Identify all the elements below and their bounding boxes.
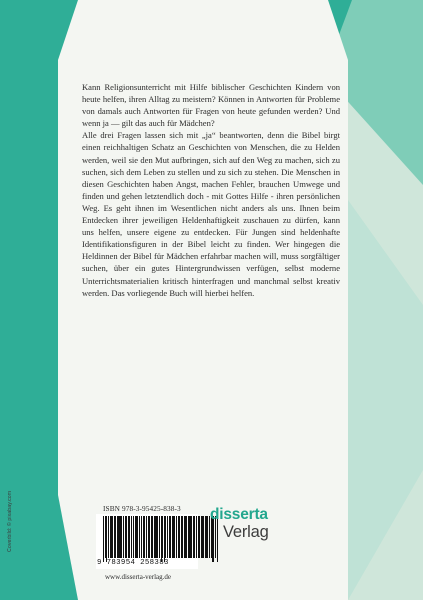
back-cover-blurb	[82, 81, 340, 299]
barcode-bar	[119, 516, 120, 558]
isbn-text: ISBN 978-3-95425-838-3	[103, 504, 181, 513]
barcode-bar	[108, 516, 109, 558]
barcode-bar	[172, 516, 174, 558]
barcode-bar	[139, 516, 141, 558]
barcode-bar	[125, 516, 128, 558]
barcode-bar	[189, 516, 192, 558]
cover-image-credit: Coverbild: © pixabay.com	[7, 490, 13, 552]
blurb-paragraph: Kann Religionsunterricht mit Hilfe biblischer Geschichten Kindern von heute helfen, ihren Alltag zu meistern? Können in Antworten für Probleme von damals auch Antworten für Fragen von heute gefunden werden? Und wenn ja — gilt das auch für Mädchen?	[82, 82, 340, 129]
barcode-bar	[206, 516, 208, 558]
publisher-logo	[210, 506, 330, 556]
isbn-barcode	[96, 514, 198, 569]
barcode-bar	[159, 516, 160, 558]
barcode-bar	[155, 516, 158, 558]
barcode-bar	[131, 516, 132, 558]
publisher-logo-name: disserta	[210, 506, 268, 523]
barcode-bars	[103, 516, 218, 558]
barcode-bar	[111, 516, 113, 558]
barcode-bar	[146, 516, 147, 558]
barcode-bar	[176, 516, 177, 558]
barcode-digits: 9 783954 258383	[97, 559, 169, 567]
publisher-website: www.disserta-verlag.de	[105, 573, 172, 581]
barcode-bar	[165, 516, 166, 558]
blurb-paragraph: Alle drei Fragen lassen sich mit „ja“ beantworten, denn die Bibel birgt einen reichhaltigen Schatz an Geschichten von Menschen, die zu Helden werden, weil sie den Mut aufbringen, sich auf den Weg zu machen, sich zu suchen, sich dem Leben zu stellen und zu sich zu stehen. Die Menschen in diesen Geschichten haben Angst, machen Fehler, brauchen Umwege und finden und gehen letztendlich doch - mit Gottes Hilfe - ihren persönlichen Weg. Es geht ihnen im Wesentlichen nicht anders als uns. Ihnen beim Entdecken ihrer jeweiligen Heldenhaftigkeit zuschauen zu dürfen, kann uns helfen, unsere eigene zu entdecken. Für Jungen sind heldenhafte Identifikationsfiguren in der Bibel leicht zu finden. Wer hingegen die Heldinnen der Bibel für Mädchen erfahrbar machen will, muss sorgfältiger suchen, über ein gutes Hintergrundwissen verfügen, selbst moderne Unterrichtsmaterialien kritisch hinterfragen und manchmal selbst kreativ werden. Das vorliegende Buch will hierbei helfen.	[82, 130, 340, 298]
barcode-bar	[196, 516, 197, 558]
publisher-logo-sub: Verlag	[223, 523, 269, 541]
